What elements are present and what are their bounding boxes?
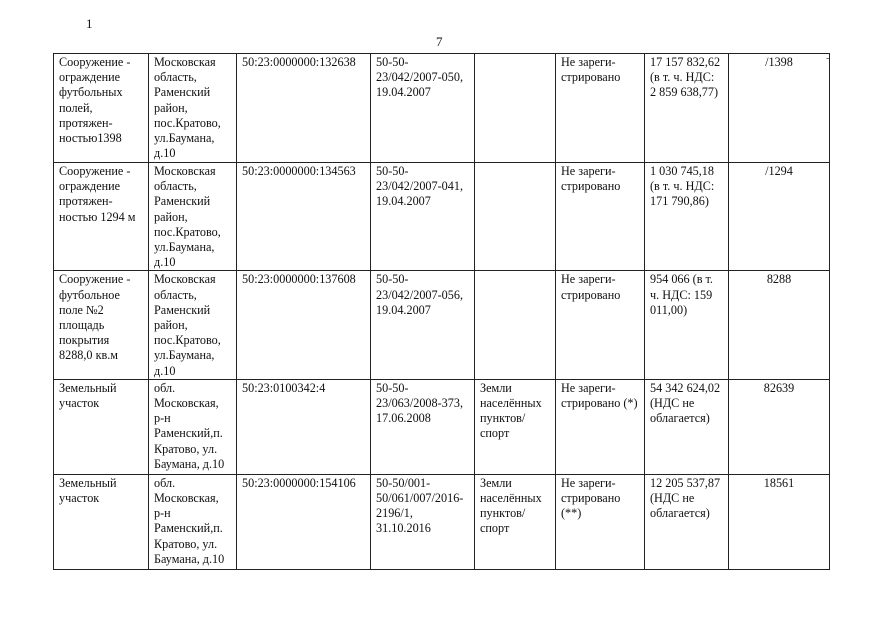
address-cell: Московская область, Раменский район, пос.Кратово, ул.Баумана, д.10 bbox=[149, 163, 237, 271]
area-cell: 82639 bbox=[729, 379, 830, 474]
address-cell: обл. Московская, р-н Раменский,п. Кратово, ул. Баумана, д.10 bbox=[149, 379, 237, 474]
address-cell: Московская область, Раменский район, пос.Кратово, ул.Баумана, д.10 bbox=[149, 54, 237, 163]
land-category-cell bbox=[475, 271, 556, 379]
cadastral-number-cell: 50:23:0000000:154106 bbox=[237, 474, 371, 569]
object-name-cell: Сооружение - футбольное поле №2 площадь покрытия 8288,0 кв.м bbox=[54, 271, 149, 379]
property-table bbox=[53, 53, 830, 570]
area-cell: /1398 bbox=[729, 54, 830, 163]
status-cell: Не зареги-стрировано bbox=[556, 271, 645, 379]
object-name-cell: Сооружение - ограждение футбольных полей, протяжен-ностью1398 bbox=[54, 54, 149, 163]
edge-mark: - bbox=[826, 52, 830, 64]
status-cell: Не зареги-стрировано (**) bbox=[556, 474, 645, 569]
table-row bbox=[54, 163, 830, 271]
table-row bbox=[54, 474, 830, 569]
object-name-cell: Земельный участок bbox=[54, 379, 149, 474]
value-cell: 1 030 745,18 (в т. ч. НДС: 171 790,86) bbox=[645, 163, 729, 271]
value-cell: 54 342 624,02 (НДС не облагается) bbox=[645, 379, 729, 474]
registration-cell: 50-50-23/042/2007-056, 19.04.2007 bbox=[371, 271, 475, 379]
registration-cell: 50-50-23/042/2007-041, 19.04.2007 bbox=[371, 163, 475, 271]
corner-mark: 1 bbox=[86, 16, 93, 31]
status-cell: Не зареги-стрировано bbox=[556, 54, 645, 163]
registration-cell: 50-50/001-50/061/007/2016-2196/1, 31.10.2016 bbox=[371, 474, 475, 569]
land-category-cell: Земли населённых пунктов/ спорт bbox=[475, 474, 556, 569]
address-cell: Московская область, Раменский район, пос.Кратово, ул.Баумана, д.10 bbox=[149, 271, 237, 379]
table-row bbox=[54, 379, 830, 474]
object-name-cell: Земельный участок bbox=[54, 474, 149, 569]
page-number: 7 bbox=[436, 34, 443, 49]
value-cell: 954 066 (в т. ч. НДС: 159 011,00) bbox=[645, 271, 729, 379]
land-category-cell: Земли населённых пунктов/ спорт bbox=[475, 379, 556, 474]
table-row bbox=[54, 54, 830, 163]
cadastral-number-cell: 50:23:0000000:132638 bbox=[237, 54, 371, 163]
area-cell: 18561 bbox=[729, 474, 830, 569]
value-cell: 12 205 537,87 (НДС не облагается) bbox=[645, 474, 729, 569]
status-cell: Не зареги-стрировано (*) bbox=[556, 379, 645, 474]
table-row bbox=[54, 271, 830, 379]
registration-cell: 50-50-23/063/2008-373, 17.06.2008 bbox=[371, 379, 475, 474]
land-category-cell bbox=[475, 163, 556, 271]
area-cell: /1294 bbox=[729, 163, 830, 271]
registration-cell: 50-50-23/042/2007-050, 19.04.2007 bbox=[371, 54, 475, 163]
area-cell: 8288 bbox=[729, 271, 830, 379]
value-cell: 17 157 832,62 (в т. ч. НДС: 2 859 638,77) bbox=[645, 54, 729, 163]
cadastral-number-cell: 50:23:0000000:134563 bbox=[237, 163, 371, 271]
status-cell: Не зареги-стрировано bbox=[556, 163, 645, 271]
land-category-cell bbox=[475, 54, 556, 163]
cadastral-number-cell: 50:23:0000000:137608 bbox=[237, 271, 371, 379]
address-cell: обл. Московская, р-н Раменский,п. Кратово, ул. Баумана, д.10 bbox=[149, 474, 237, 569]
object-name-cell: Сооружение - ограждение протяжен-ностью 1294 м bbox=[54, 163, 149, 271]
cadastral-number-cell: 50:23:0100342:4 bbox=[237, 379, 371, 474]
